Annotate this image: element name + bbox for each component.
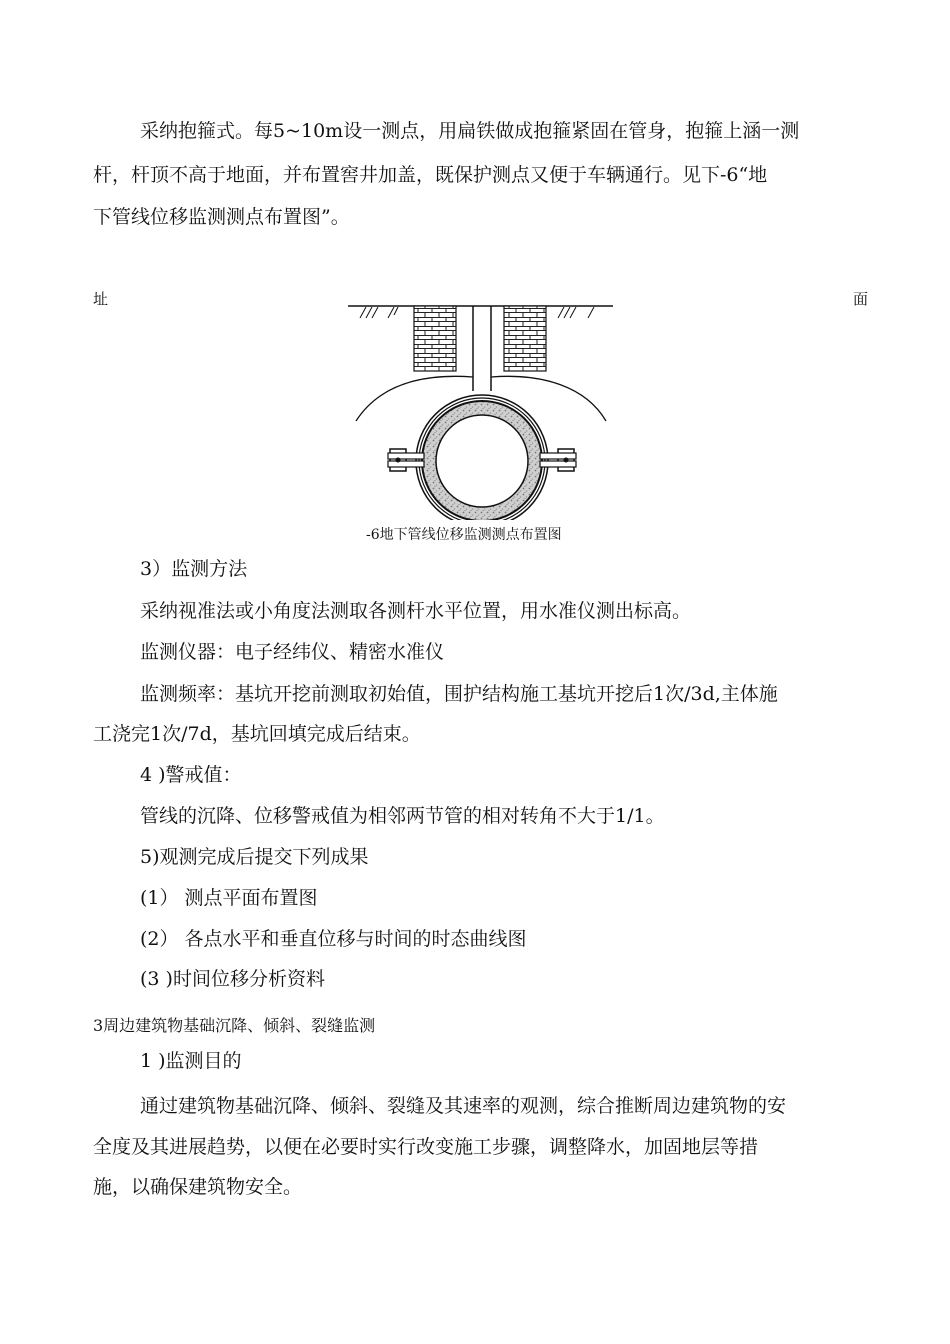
intro-line-2: 杆，杆顶不高于地面，并布置窖井加盖，既保护测点又便于车辆通行。见下-6“地 <box>93 164 768 186</box>
method-frequency-line-1: 监测频率：基坑开挖前测取初始值，围护结构施工基坑开挖后1次/3d,主体施 <box>140 683 778 705</box>
intro-line-1: 采纳抱箍式。每5~10m设一测点，用扁铁做成抱箍紧固在管身，抱箍上涵一测 <box>140 120 800 142</box>
results-item-1: (1） 测点平面布置图 <box>140 887 318 909</box>
section-3-title: 3周边建筑物基础沉降、倾斜、裂缝监测 <box>93 1016 376 1035</box>
brick-wall-right <box>504 306 546 371</box>
figure-side-label-right: 面 <box>853 290 869 308</box>
warning-heading: 4 )警戒值： <box>140 764 242 786</box>
purpose-heading: 1 )监测目的 <box>140 1050 242 1072</box>
brick-wall-left <box>414 306 456 371</box>
method-frequency-line-2: 工浇完1次/7d，基坑回填完成后结束。 <box>93 723 421 745</box>
method-heading: 3）监测方法 <box>140 558 248 580</box>
purpose-line-1: 通过建筑物基础沉降、倾斜、裂缝及其速率的观测，综合推断周边建筑物的安 <box>140 1095 787 1117</box>
method-instruments: 监测仪器：电子经纬仪、精密水准仪 <box>140 641 445 663</box>
soil-hatching <box>360 307 594 318</box>
warning-text: 管线的沉降、位移警戒值为相邻两节管的相对转角不大于1/1。 <box>140 805 665 827</box>
intro-line-3: 下管线位移监测测点布置图”。 <box>93 206 350 228</box>
method-description: 采纳视准法或小角度法测取各测杆水平位置，用水准仪测出标高。 <box>140 600 692 622</box>
results-item-2: (2） 各点水平和垂直位移与时间的时态曲线图 <box>140 928 527 950</box>
purpose-line-3: 施，以确保建筑物安全。 <box>93 1176 303 1198</box>
results-item-3: (3 )时间位移分析资料 <box>140 968 325 990</box>
pipeline-monitoring-point-diagram <box>348 295 616 520</box>
pipe-bore <box>436 415 528 507</box>
results-heading: 5)观测完成后提交下列成果 <box>140 846 369 868</box>
figure-side-label-left: 址 <box>93 290 109 308</box>
figure-caption: -6地下管线位移监测测点布置图 <box>366 527 562 543</box>
purpose-line-2: 全度及其进展趋势，以便在必要时实行改变施工步骤，调整降水，加固地层等措 <box>93 1136 759 1158</box>
